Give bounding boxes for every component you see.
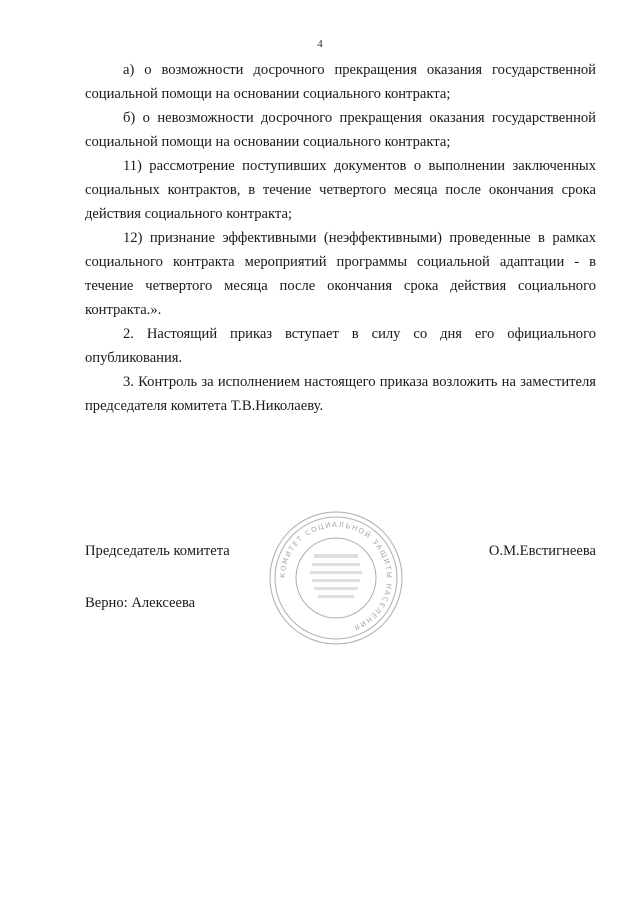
page-number: 4 [317,38,323,50]
paragraph-2: 2. Настоящий приказ вступает в силу со дня его официального опубликования. [85,326,596,366]
paragraph-b: б) о невозможности досрочного прекращения оказания государственной социальной помощи на основании социального контракта; [85,110,596,150]
paragraph-11: 11) рассмотрение поступивших документов о выполнении заключенных социальных контрактов, в течение четвертого месяца после окончания срока действия социального контракта; [85,158,596,222]
paragraph-a: а) о возможности досрочного прекращения оказания государственной социальной помощи на основании социального контракта; [85,62,596,102]
signatory-name: О.М.Евстигнеева [488,543,596,559]
paragraph-3: 3. Контроль за исполнением настоящего приказа возложить на заместителя председателя комитета Т.В.Николаеву. [85,374,596,414]
attestation-line: Верно: Алексеева [85,595,196,611]
signatory-position: Председатель комитета [85,543,230,559]
official-seal [262,508,410,648]
signature-row [85,543,596,567]
document-body [85,58,596,418]
seal-ring-text: КОМИТЕТ СОЦИАЛЬНОЙ ЗАЩИТЫ НАСЕЛЕНИЯ [278,520,394,632]
paragraph-12: 12) признание эффективными (неэффективными) проведенные в рамках социального контракта мероприятий программы социальной адаптации - в течение четвертого месяца после окончания срока действия социального контракта.». [85,230,596,318]
signature-block [85,543,596,567]
